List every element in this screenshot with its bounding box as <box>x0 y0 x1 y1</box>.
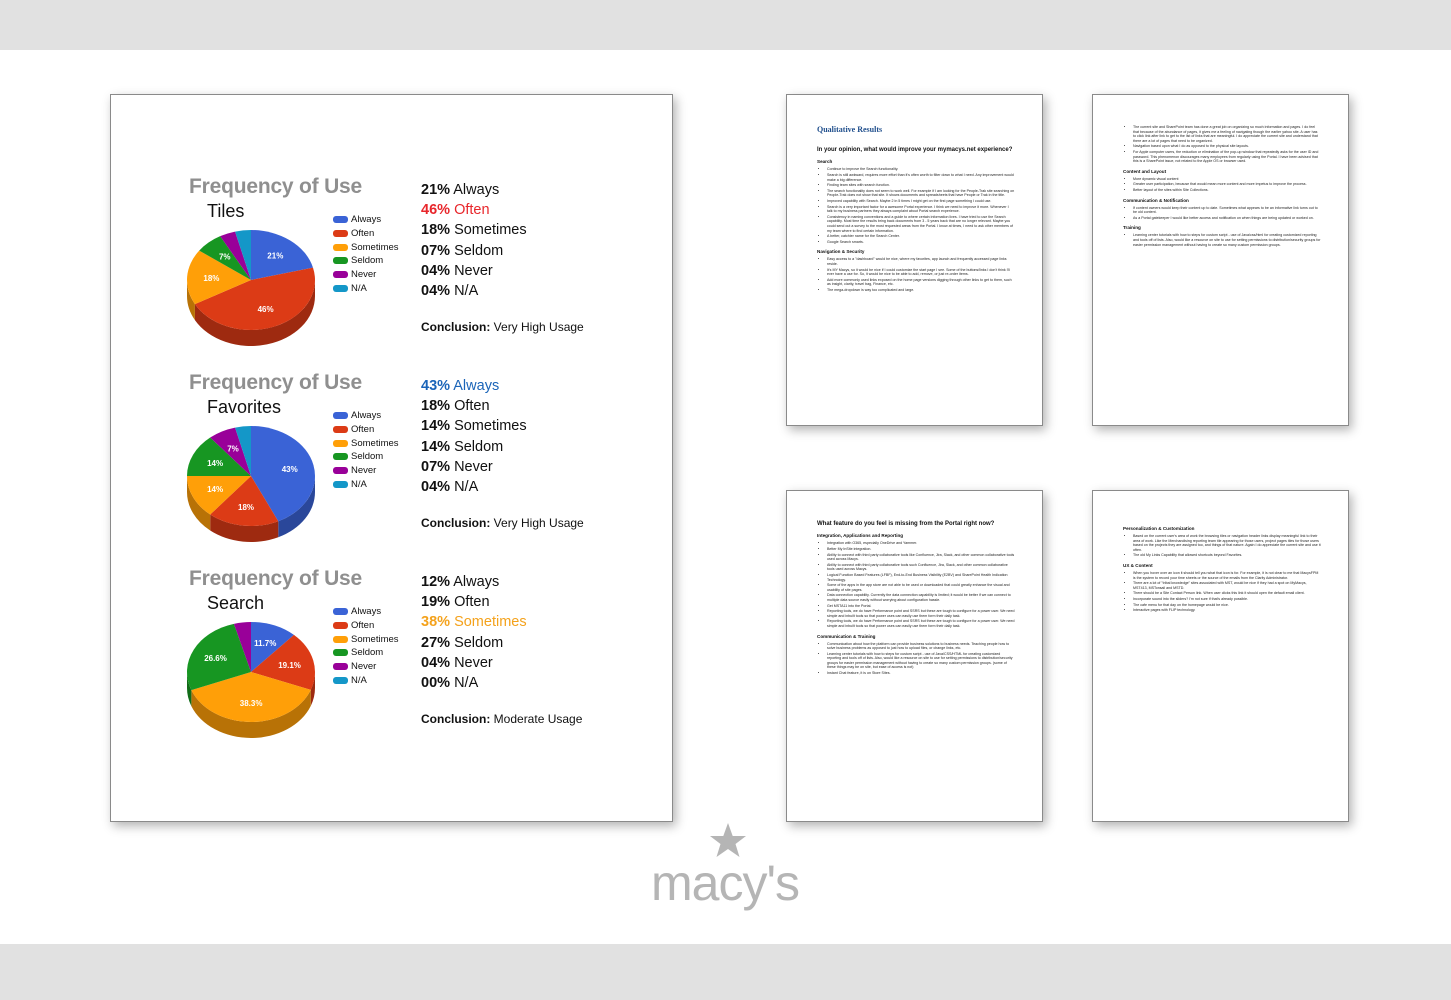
legend-label: Always <box>351 606 382 617</box>
pie-chart <box>185 617 325 742</box>
list-item: • Incorporate sound into the sliders? I'm not sure if that's already possible. <box>1133 597 1321 602</box>
stat-percent: 07% <box>421 242 451 259</box>
list-item: • Continue to improve the Search functionality. <box>827 167 1015 172</box>
stat-percent: 38% <box>421 614 451 631</box>
stat-row <box>421 572 527 592</box>
stat-label: Never <box>454 654 493 671</box>
bullet-list <box>817 541 1015 628</box>
pie-slice-label: 38.3% <box>239 698 263 708</box>
frequency-slide <box>110 94 673 822</box>
conclusion <box>421 516 584 530</box>
stat-percent: 46% <box>421 202 451 219</box>
legend-swatch <box>333 426 348 433</box>
stat-label: Never <box>454 262 493 279</box>
legend-swatch <box>333 622 348 629</box>
list-item: • There are a lot of "tribal knowledge" sites associated with MST, would be nice if they had a spot on MyMacys, MST413, MSTonsail and MSTD. <box>1133 581 1321 590</box>
list-item: • For Apple computer users, the reduction or elimination of the pop-up window that repeatedly asks for the user ID and password. This phenomenon discourages many employees from regularly using the Portal. I have been advised that this is a SharePoint issue, not related to the Apple OS or browser used. <box>1133 150 1321 164</box>
stat-percent: 18% <box>421 222 451 239</box>
page-sections <box>817 533 1015 675</box>
list-item: • A better, catchier name for the Search Center. <box>827 234 1015 239</box>
legend-item <box>333 605 423 619</box>
legend-item <box>333 450 423 464</box>
pie-slice-label: 7% <box>227 444 239 454</box>
stat-percent: 00% <box>421 674 451 691</box>
legend-label: Sometimes <box>351 633 399 645</box>
legend-swatch <box>333 244 348 251</box>
conclusion-label: Conclusion: <box>421 320 491 334</box>
top-band <box>0 0 1451 50</box>
document-page-4 <box>1092 490 1349 822</box>
stat-label: Often <box>454 594 490 611</box>
stat-label: N/A <box>454 282 479 299</box>
legend-label: Sometimes <box>351 437 399 449</box>
list-item: • Search is a very important factor for a awesome Portal experience. I think we need to improve it more. Whenever I talk to my business partners they always complaint about Portal search experience. <box>827 205 1015 214</box>
list-item: • If content owners would keep their content up to date. Sometimes what appears to be an informative link turns out to be old content. <box>1133 206 1321 215</box>
legend-item <box>333 646 423 660</box>
chart-legend <box>333 605 423 688</box>
legend-label: Always <box>351 410 382 421</box>
list-item: • Consistency in naming conventions and a guide to where certain information lives. I have tried to use the Search capability. Most time the results bring back documents from 3 - 5 years back that are no longer relevant. Maybe you could send out a survey to the most requested areas from the Portal. I know at times, I need to ask other members of my team where to find certain information. <box>827 215 1015 233</box>
bullet-list <box>1123 571 1321 613</box>
legend-item <box>333 254 423 268</box>
stat-percent: 43% <box>421 378 451 394</box>
legend-swatch <box>333 467 348 474</box>
legend-item <box>333 464 423 478</box>
conclusion-value: Moderate Usage <box>493 712 583 726</box>
legend-item <box>333 213 423 227</box>
pie-slice-label: 19.1% <box>278 660 301 670</box>
stat-row <box>421 437 527 457</box>
section-heading: Search <box>817 159 833 165</box>
list-item: • Ability to connect with third party collaborative tools like Confluence, Jira, Slack, and other common collaborative tools used across Macys. <box>827 553 1015 562</box>
conclusion-label: Conclusion: <box>421 516 491 530</box>
list-item: • As a Portal gatekeeper I would like better access and notification on when things are being updated or worked on. <box>1133 216 1321 221</box>
pie-slice-label: 14% <box>207 485 224 495</box>
legend-label: Always <box>351 214 382 225</box>
stat-percent: 07% <box>421 458 451 475</box>
legend-swatch <box>333 636 348 643</box>
document-page-1 <box>786 94 1043 426</box>
legend-label: Sometimes <box>351 241 399 253</box>
stat-row <box>421 673 527 693</box>
stat-label: Always <box>453 574 500 590</box>
legend-swatch <box>333 481 348 488</box>
legend-label: Seldom <box>351 451 384 463</box>
legend-swatch <box>333 285 348 292</box>
bullet-list <box>1123 233 1321 247</box>
legend-label: Often <box>351 227 375 239</box>
stat-row <box>421 180 527 200</box>
bullet-list <box>1123 177 1321 193</box>
legend-item <box>333 674 423 688</box>
stat-label: Never <box>454 458 493 475</box>
list-item: • Search is still awkward, requires more effort than it's often worth to filter down to what I need. Any improvement would make a big difference. <box>827 173 1015 182</box>
bullet-list <box>1123 206 1321 221</box>
legend-swatch <box>333 230 348 237</box>
legend-label: Often <box>351 423 375 435</box>
pie-slice-label: 14% <box>207 458 224 468</box>
section-heading: Integration, Applications and Reporting <box>817 533 904 539</box>
chart-subtitle: Tiles <box>207 201 245 221</box>
list-item: • When you hover over an icon it should tell you what that icon is for. For example, it is not clear to me that MacysFPM is the system to record your time sheets or the source of the emails from the Clarity Administrator. <box>1133 571 1321 580</box>
page-sections <box>1123 526 1321 613</box>
stat-label: Sometimes <box>454 418 527 435</box>
stat-label: N/A <box>454 478 479 495</box>
pie-slice-label: 11.7% <box>254 639 277 649</box>
stat-row <box>421 200 527 220</box>
bullet-list <box>817 642 1015 676</box>
list-item: • Easy access to a "dashboard" would be nice, where my favorites, app launch and frequently accessed page links reside. <box>827 257 1015 266</box>
stat-row <box>421 633 527 653</box>
list-item: • There should be a Site Contact Person link. When user clicks this link it should open the default email client. <box>1133 591 1321 596</box>
list-item: • The search functionality does not seem to work well. For example if I am looking for the People-Trak site searching on People-Trak does not show that site. It shows documents and spreadsheets that have People or Trak in the title. <box>827 189 1015 198</box>
chart-subtitle: Favorites <box>207 397 282 417</box>
legend-item <box>333 268 423 282</box>
legend-label: Seldom <box>351 647 384 659</box>
bullet-list <box>817 257 1015 292</box>
legend-label: N/A <box>351 674 367 686</box>
stat-label: Seldom <box>454 242 504 259</box>
list-item: • Better My InSite integration. <box>827 547 1015 552</box>
list-item: • Finding team sites with search function. <box>827 183 1015 188</box>
stat-percent: 19% <box>421 594 451 611</box>
stat-percent: 12% <box>421 574 451 590</box>
document-page-3 <box>786 490 1043 822</box>
section-heading: Training <box>1123 225 1141 231</box>
legend-swatch <box>333 649 348 656</box>
list-item: • Reporting tools, we do have Performance point and SSRS but these are tough to configure for a power user. We need simple and inbuilt tools so that power uses can easily use them form their daily task. <box>827 619 1015 628</box>
stat-label: N/A <box>454 674 479 691</box>
stat-label: Often <box>454 202 490 219</box>
conclusion-value: Very High Usage <box>493 516 584 530</box>
stat-label: Always <box>453 378 500 394</box>
stat-row <box>421 220 527 240</box>
stat-label: Sometimes <box>454 222 527 239</box>
legend-label: N/A <box>351 478 367 490</box>
legend-swatch <box>333 677 348 684</box>
logo-text: macy's <box>650 855 799 911</box>
chart-legend <box>333 213 423 296</box>
legend-item <box>333 478 423 492</box>
stats-list <box>421 572 527 693</box>
stat-percent: 18% <box>421 398 451 415</box>
stat-percent: 14% <box>421 438 451 455</box>
list-item: • Add more commonly used links exposed on the home page versions digging through other links to get to them, such as insight, clarity, travel bag, Finance, etc. <box>827 278 1015 287</box>
pie-chart <box>185 225 325 350</box>
legend-item <box>333 423 423 437</box>
legend-item <box>333 633 423 647</box>
list-item: • Improved capability with Search. Maybe 2 in 5 times I might get on the first page something I could use. <box>827 199 1015 204</box>
legend-label: Never <box>351 661 377 673</box>
list-item: • Some of the apps in the app store are not able to be used or downloaded that could greatly enhance the visual and usability of site pages. <box>827 583 1015 592</box>
macys-logo <box>650 820 800 915</box>
list-item: • Ability to connect with third party collaborative tools such Confluence, Jira, Slack, and other common collaborative tools used across Macys. <box>827 563 1015 572</box>
legend-item <box>333 227 423 241</box>
legend-label: Often <box>351 619 375 631</box>
survey-question: In your opinion, what would improve your mymacys.net experience? <box>817 147 1013 153</box>
stat-label: Always <box>453 182 500 198</box>
stat-label: Often <box>454 398 490 415</box>
section-heading: Content and Layout <box>1123 168 1167 174</box>
pie-slice-label: 18% <box>203 274 220 284</box>
list-item: • Get MSTA11 into the Portal. <box>827 604 1015 609</box>
stat-row <box>421 376 527 396</box>
section-heading: Communication & Training <box>817 633 876 639</box>
stat-percent: 14% <box>421 418 451 435</box>
list-item: • Communication about how the platform can provide business solutions to business needs. Teaching people how to solve business problems as opposed to just how to upload files, or change links, etc. <box>827 642 1015 651</box>
bottom-band <box>0 944 1451 1000</box>
conclusion <box>421 320 584 334</box>
list-item: • It's MY Macys, so it would be nice if I could customize the start page I see. Some of the buttons/links I don't think I'll ever have a use for. So, it would be nice to be able to add, remove, or just re-order items. <box>827 268 1015 277</box>
pie-slice-label: 21% <box>267 251 284 261</box>
stat-percent: 04% <box>421 478 451 495</box>
page-sections <box>817 159 1015 292</box>
section-heading: Communication & Notification <box>1123 197 1189 203</box>
list-item: • The old My Links Capability that allowed shortcuts beyond Favorites. <box>1133 553 1321 558</box>
bullet-list <box>817 167 1015 244</box>
legend-item <box>333 241 423 255</box>
section-heading: Personalization & Customization <box>1123 526 1195 531</box>
list-item: • The mega-dropdown is way too complicated and large. <box>827 288 1015 293</box>
list-item: • The cafe menu for that day on the homepage would be nice. <box>1133 603 1321 608</box>
stat-row <box>421 416 527 436</box>
legend-swatch <box>333 440 348 447</box>
list-item: • Learning center tutorials with how to steps for custom script - use of Java/CSS/HTML for creating customized reporting and tools off of lists. Also, would like a resource on site to use for setting permissions to distribution/security groups for easier permission management without having to create so many custom permission groups. (some of these things may be on site, but ease of access is not) <box>827 652 1015 670</box>
document-page-2 <box>1092 94 1349 426</box>
conclusion-value: Very High Usage <box>493 320 584 334</box>
list-item: • The current site and SharePoint team has done a great job on organizing so much information and pages. I do feel that because of the abundance of pages, it gives me a feeling of navigating though the earlier yahoo site. A user has to click link after link to get to the list of links that are meaningful. I do appreciate the current site and understand that there are a lot of pages that need to be organized. <box>1133 125 1321 143</box>
conclusion-label: Conclusion: <box>421 712 491 726</box>
frequency-section-search <box>111 567 673 757</box>
stat-row <box>421 457 527 477</box>
stat-row <box>421 592 527 612</box>
chart-subtitle: Search <box>207 593 265 613</box>
legend-label: Seldom <box>351 255 384 267</box>
legend-item <box>333 282 423 296</box>
list-item: • Integration with O365, especially OneDrive and Yammer. <box>827 541 1015 546</box>
stats-list <box>421 376 527 497</box>
frequency-section-favorites <box>111 371 673 561</box>
stat-label: Seldom <box>454 634 504 651</box>
page-title: Qualitative Results <box>817 125 883 134</box>
list-item: • Navigation based upon what I do as opposed to the physical site layouts. <box>1133 144 1321 149</box>
list-item: • Google Search smarts. <box>827 240 1015 245</box>
list-item: • Learning center tutorials with how to steps for custom script - use of Java/css/html for creating customized reporting and tools off of lists. Also, would like a resource on site to use for setting permissions to distribution/security groups for easier permission management without having to create so many custom permission groups. <box>1133 233 1321 247</box>
frequency-section-tiles <box>111 175 673 365</box>
page-sections <box>1123 169 1321 247</box>
bullet-list <box>1123 534 1321 558</box>
legend-item <box>333 409 423 423</box>
legend-swatch <box>333 453 348 460</box>
legend-item <box>333 619 423 633</box>
stat-label: Sometimes <box>454 614 527 631</box>
legend-swatch <box>333 216 348 223</box>
legend-label: N/A <box>351 282 367 294</box>
stat-percent: 04% <box>421 654 451 671</box>
stat-row <box>421 477 527 497</box>
chart-title: Frequency of Use <box>189 567 363 590</box>
pie-slice-label: 18% <box>238 502 255 512</box>
list-item: • Interactive pages with FLIP technology. <box>1133 608 1321 613</box>
chart-title: Frequency of Use <box>189 371 363 394</box>
stat-percent: 04% <box>421 282 451 299</box>
section-heading: Navigation & Security <box>817 249 865 255</box>
conclusion <box>421 712 582 726</box>
list-item: • Greater user participation, because that would mean more content and more impetus to improve the process. <box>1133 182 1321 187</box>
legend-swatch <box>333 663 348 670</box>
legend-item <box>333 660 423 674</box>
list-item: • Reporting tools, we do have Performance point and SSRS but these are tough to configure for a power user. We need simple and inbuilt tools so that power uses can easily use them form their daily task. <box>827 609 1015 618</box>
pie-slice-label: 26.6% <box>204 654 227 664</box>
list-item: • Instant Chat feature, it is on Store Sites. <box>827 671 1015 676</box>
stat-percent: 21% <box>421 182 451 198</box>
section-heading: UX & Content <box>1123 562 1153 568</box>
legend-swatch <box>333 271 348 278</box>
stats-list <box>421 180 527 301</box>
stat-row <box>421 612 527 632</box>
stat-row <box>421 653 527 673</box>
legend-item <box>333 437 423 451</box>
stat-row <box>421 241 527 261</box>
bullet-list <box>1123 125 1321 164</box>
stat-percent: 27% <box>421 634 451 651</box>
legend-swatch <box>333 608 348 615</box>
list-item: • More dynamic visual content <box>1133 177 1321 182</box>
legend-swatch <box>333 412 348 419</box>
pie-slice-label: 46% <box>257 304 274 314</box>
survey-question: What feature do you feel is missing from the Portal right now? <box>817 521 995 527</box>
list-item: • Better layout of the sites within Site Collections. <box>1133 188 1321 193</box>
legend-label: Never <box>351 269 377 281</box>
pie-chart <box>185 421 325 546</box>
list-item: • Based on the current user's area of work the browsing tiles or navigation header links display meaningful link to their area of work. Like the Merchandising reporting team tile appearing for those users, project pages tiles for those users based on the projects they are assigned too, and things of that nature. Again I do appreciate the current site and use it often. <box>1133 534 1321 552</box>
stat-row <box>421 396 527 416</box>
stat-percent: 04% <box>421 262 451 279</box>
list-item: • Logical Function Based Features (LFBF), End-to-End Business Visibility (E2BV) and SharePoint Health Indication Technology. <box>827 573 1015 582</box>
legend-label: Never <box>351 465 377 477</box>
page-intro-list <box>1123 125 1321 164</box>
stat-label: Seldom <box>454 438 504 455</box>
chart-legend <box>333 409 423 492</box>
stat-row <box>421 281 527 301</box>
pie-slice-label: 43% <box>281 465 298 475</box>
legend-swatch <box>333 257 348 264</box>
list-item: • Data connection capability. Currently the data connection capability is limited; it would be better if we can connect to multiple data source easily without worrying about configuration hassle. <box>827 593 1015 602</box>
chart-title: Frequency of Use <box>189 175 363 198</box>
pie-slice-label: 7% <box>218 252 231 262</box>
stat-row <box>421 261 527 281</box>
